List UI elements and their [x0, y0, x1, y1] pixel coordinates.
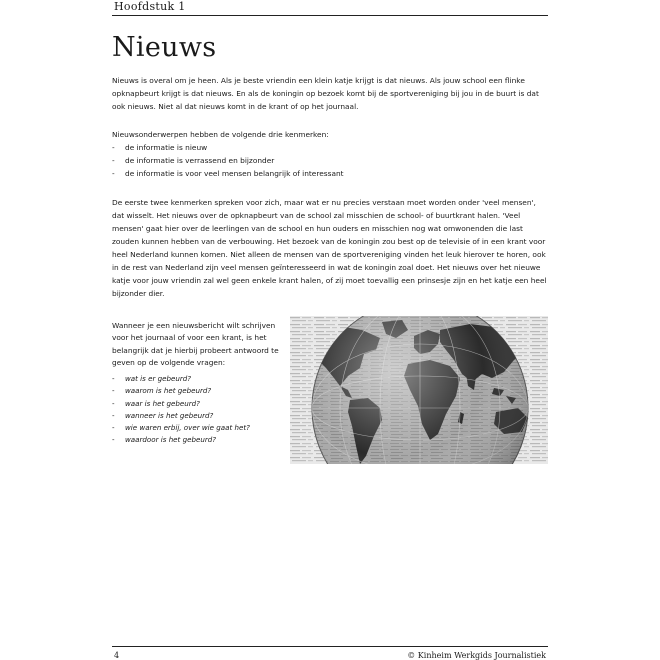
page-footer: [112, 646, 548, 660]
copyright-notice: © Kinheim Werkgids Journalistiek: [407, 651, 546, 660]
intro-paragraph: Nieuws is overal om je heen. Als je beste vriendin een klein katje krijgt is dat nieuws. Als jouw school een flinke opknapbeurt krijgt is dat nieuws. En als de koningin op bezoek komt bij de sportvereniging bij jou in de buurt is dat ook nieuws. Niet al dat nieuws komt in de krant of op het journaal.: [112, 76, 539, 111]
list-item: - de informatie is voor veel mensen belangrijk of interessant: [112, 167, 344, 180]
page-title: Nieuws: [112, 32, 217, 63]
page-header: [112, 0, 548, 16]
list-item: - waar is het gebeurd?: [112, 398, 250, 410]
features-list: [112, 141, 344, 180]
questions-intro: Wanneer je een nieuwsbericht wilt schrijven voor het journaal of voor een krant, is het belangrijk dat je hierbij probeert antwoord te geven op de volgende vragen:: [112, 321, 279, 367]
features-intro: Nieuwsonderwerpen hebben de volgende drie kenmerken:: [112, 130, 329, 139]
list-item: - de informatie is verrassend en bijzonder: [112, 154, 344, 167]
chapter-label: Hoofdstuk 1: [114, 0, 186, 13]
list-item: - waarom is het gebeurd?: [112, 385, 250, 397]
list-item: - wat is er gebeurd?: [112, 373, 250, 385]
list-item: - wie waren erbij, over wie gaat het?: [112, 422, 250, 434]
list-item: - de informatie is nieuw: [112, 141, 344, 154]
body-paragraph: De eerste twee kenmerken spreken voor zich, maar wat er nu precies verstaan moet worden onder 'veel mensen', dat wisselt. Het nieuws over de opknapbeurt van de school zal misschien de school- of buurtkrant halen. 'Veel mensen' gaat hier over de leerlingen van de school en hun ouders en misschien nog wat omwonenden die last zouden kunnen hebben van de verbouwing. Het bezoek van de koningin zou best op de televisie of in een krant voor heel Nederland kunnen komen. Niet alleen de mensen van de sportvereniging vinden het leuk hierover te horen, ook in de rest van Nederland zijn veel mensen geïnteresseerd in wat de koningin zoal doet. Het nieuws over het nieuwe katje voor jouw vriendin zal wel geen enkele krant halen, of zij moet toevallig een prinsesje zijn en het katje een heel bijzonder dier.: [112, 198, 547, 298]
globe-image: [290, 316, 548, 464]
questions-list: [112, 373, 250, 447]
list-item: - wanneer is het gebeurd?: [112, 410, 250, 422]
list-item: - waardoor is het gebeurd?: [112, 434, 250, 446]
page-number: 4: [114, 651, 120, 660]
